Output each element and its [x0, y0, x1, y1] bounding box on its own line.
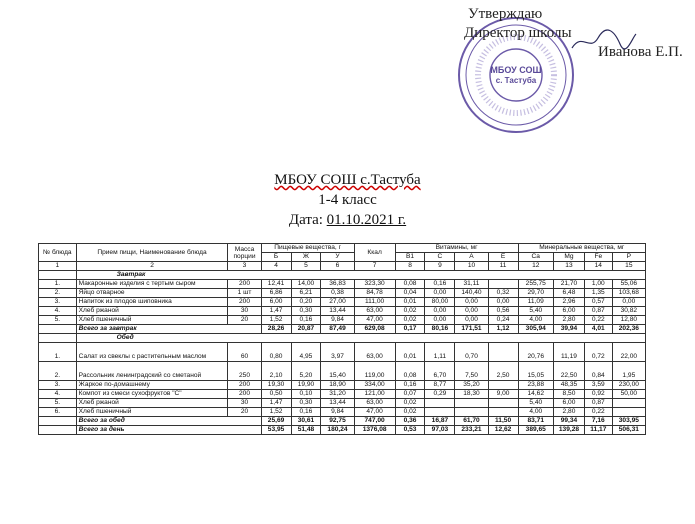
table-cell: 1,52 [261, 316, 291, 325]
table-cell: 4,95 [291, 343, 321, 362]
table-cell: 8 [395, 262, 425, 271]
table-cell [488, 343, 518, 362]
table-cell: 0,22 [584, 408, 612, 417]
table-cell: 3. [39, 298, 77, 307]
table-cell: 23,88 [518, 381, 553, 390]
subheader-cell: Ж [291, 253, 321, 262]
school-heading: МБОУ СОШ с.Тастуба [274, 172, 421, 188]
table-cell: 0,02 [395, 307, 425, 316]
table-cell: Хлеб ржаной [76, 399, 228, 408]
table-cell: 7,16 [584, 417, 612, 426]
table-cell: 2,80 [553, 316, 584, 325]
table-cell: 0,92 [584, 390, 612, 399]
table-cell [39, 417, 77, 426]
table-cell: 11,50 [488, 417, 518, 426]
table-cell: 1 [39, 262, 77, 271]
table-cell: 20 [228, 408, 261, 417]
table-cell: 5,40 [518, 307, 553, 316]
table-cell: 0,57 [584, 298, 612, 307]
table-cell: 6. [39, 408, 77, 417]
table-cell: 63,00 [354, 307, 395, 316]
total-row [39, 417, 646, 426]
table-cell: 0,38 [321, 289, 354, 298]
table-cell: 121,00 [354, 390, 395, 399]
table-cell: 3 [228, 262, 261, 271]
table-cell: 2,96 [553, 298, 584, 307]
table-cell: 1,47 [261, 307, 291, 316]
table-cell: 13 [553, 262, 584, 271]
table-cell: 0,16 [395, 381, 425, 390]
table-cell: 334,00 [354, 381, 395, 390]
table-cell: 11,17 [584, 426, 612, 435]
section-title-row [39, 334, 646, 343]
table-cell [39, 271, 77, 280]
table-cell: 19,90 [291, 381, 321, 390]
table-cell: Хлеб пшеничный [76, 316, 228, 325]
section-title-row [39, 271, 646, 280]
table-cell: 11 [488, 262, 518, 271]
table-row [39, 289, 646, 298]
stamp-bottom-text: с. Тастуба [495, 76, 537, 85]
table-cell: 2. [39, 289, 77, 298]
table-cell: 230,00 [612, 381, 645, 390]
table-cell: 111,00 [354, 298, 395, 307]
table-cell: 47,00 [354, 316, 395, 325]
subheader-cell: В1 [395, 253, 425, 262]
table-cell [488, 280, 518, 289]
table-cell [455, 399, 488, 408]
table-cell [488, 381, 518, 390]
subheader-cell: P [612, 253, 645, 262]
table-row [39, 280, 646, 289]
table-cell: 51,48 [291, 426, 321, 435]
table-cell: 0,53 [395, 426, 425, 435]
table-cell: 0,24 [488, 316, 518, 325]
table-cell: 139,28 [553, 426, 584, 435]
table-cell: 80,00 [425, 298, 455, 307]
table-cell: 6 [321, 262, 354, 271]
table-cell: 35,20 [455, 381, 488, 390]
table-cell: 119,00 [354, 362, 395, 381]
table-cell: 0,00 [425, 307, 455, 316]
table-row [39, 316, 646, 325]
approval-title: Утверждаю [468, 6, 543, 22]
table-cell: 5,40 [518, 399, 553, 408]
table-cell [612, 399, 645, 408]
table-cell: Жаркое по-домашнему [76, 381, 228, 390]
table-cell: 8,77 [425, 381, 455, 390]
table-cell: 0,02 [395, 399, 425, 408]
table-cell: 12,80 [612, 316, 645, 325]
table-cell: Рассольник ленинградский со сметаной [76, 362, 228, 381]
table-cell: 303,95 [612, 417, 645, 426]
table-cell: 21,70 [553, 280, 584, 289]
table-cell [455, 408, 488, 417]
table-cell: 629,08 [354, 325, 395, 334]
table-cell: 14 [584, 262, 612, 271]
table-cell: 25,69 [261, 417, 291, 426]
table-cell: 0,02 [395, 316, 425, 325]
table-cell: 0,00 [612, 298, 645, 307]
table-cell: 39,94 [553, 325, 584, 334]
table-cell: 4,01 [584, 325, 612, 334]
table-cell: 0,00 [455, 298, 488, 307]
table-cell: 0,80 [261, 343, 291, 362]
table-cell: 0,08 [395, 362, 425, 381]
table-cell: 5,20 [291, 362, 321, 381]
table-cell: 84,78 [354, 289, 395, 298]
table-cell: 16,87 [425, 417, 455, 426]
table-cell: 0,72 [584, 343, 612, 362]
table-cell: 97,03 [425, 426, 455, 435]
table-cell: 2,10 [261, 362, 291, 381]
table-cell: 6,00 [553, 399, 584, 408]
table-cell: 30,82 [612, 307, 645, 316]
table-cell: 250 [228, 362, 261, 381]
table-cell: 305,94 [518, 325, 553, 334]
table-cell: 10 [455, 262, 488, 271]
table-cell: 1,11 [425, 343, 455, 362]
table-cell: 19,30 [261, 381, 291, 390]
header-minerals: Минеральные вещества, мг [518, 244, 645, 253]
table-cell: 22,00 [612, 343, 645, 362]
table-cell: 1,47 [261, 399, 291, 408]
table-cell: 4. [39, 307, 77, 316]
table-cell: 180,24 [321, 426, 354, 435]
table-cell: 30 [228, 399, 261, 408]
table-cell: 4,00 [518, 316, 553, 325]
table-cell: 5. [39, 316, 77, 325]
table-cell: 323,30 [354, 280, 395, 289]
table-cell: 5. [39, 399, 77, 408]
table-cell: 2 [76, 262, 228, 271]
table-cell: 200 [228, 298, 261, 307]
table-cell: 0,00 [425, 316, 455, 325]
header-portion-mass: Масса порции [228, 244, 261, 262]
table-cell: 30,61 [291, 417, 321, 426]
table-cell: 1 шт [228, 289, 261, 298]
table-cell: 4. [39, 390, 77, 399]
table-cell: 6,21 [291, 289, 321, 298]
table-cell: Всего за обед [76, 417, 261, 426]
table-cell: 87,49 [321, 325, 354, 334]
table-cell [39, 334, 77, 343]
menu-table [38, 243, 646, 435]
table-cell: 20,76 [518, 343, 553, 362]
table-cell: 0,00 [488, 298, 518, 307]
table-cell: 55,06 [612, 280, 645, 289]
table-cell: 14,00 [291, 280, 321, 289]
signature-icon [568, 28, 638, 54]
table-row [39, 362, 646, 381]
table-cell: 0,07 [395, 390, 425, 399]
table-cell: 20,87 [291, 325, 321, 334]
table-cell: 0,16 [425, 280, 455, 289]
table-cell: 2,50 [488, 362, 518, 381]
table-cell: 61,70 [455, 417, 488, 426]
table-cell: 1,00 [584, 280, 612, 289]
table-cell: 83,71 [518, 417, 553, 426]
table-cell: 5 [291, 262, 321, 271]
table-cell: 4 [261, 262, 291, 271]
stamp-top-text: МБОУ СОШ [490, 65, 542, 75]
table-cell: 389,65 [518, 426, 553, 435]
subheader-cell: Fe [584, 253, 612, 262]
table-cell: Обед [76, 334, 645, 343]
table-cell: 3,97 [321, 343, 354, 362]
table-cell: 0,02 [395, 408, 425, 417]
table-cell: 0,36 [395, 417, 425, 426]
column-index-row [39, 262, 646, 271]
table-cell: 12,62 [488, 426, 518, 435]
table-cell: Завтрак [76, 271, 645, 280]
table-cell: 0,84 [584, 362, 612, 381]
subheader-cell: Ca [518, 253, 553, 262]
table-cell: Всего за завтрак [76, 325, 261, 334]
table-cell: 6,48 [553, 289, 584, 298]
table-cell: 0,04 [395, 289, 425, 298]
table-cell: 53,95 [261, 426, 291, 435]
table-cell: 60 [228, 343, 261, 362]
table-cell: 63,00 [354, 343, 395, 362]
table-cell: 0,00 [455, 316, 488, 325]
table-cell: 18,90 [321, 381, 354, 390]
table-cell: 6,86 [261, 289, 291, 298]
table-cell [488, 399, 518, 408]
table-cell: 12 [518, 262, 553, 271]
table-cell [488, 408, 518, 417]
total-row [39, 325, 646, 334]
table-row [39, 307, 646, 316]
table-cell: 0,01 [395, 343, 425, 362]
table-cell: 12,41 [261, 280, 291, 289]
table-cell: 0,30 [291, 307, 321, 316]
table-cell: 200 [228, 280, 261, 289]
table-row [39, 381, 646, 390]
table-cell: 31,20 [321, 390, 354, 399]
table-cell: Напиток из плодов шиповника [76, 298, 228, 307]
table-cell: 0,22 [584, 316, 612, 325]
date-heading: Дата: 01.10.2021 г. [288, 212, 407, 228]
table-cell: 202,36 [612, 325, 645, 334]
table-cell: 13,44 [321, 399, 354, 408]
table-cell: 0,10 [291, 390, 321, 399]
table-row [39, 343, 646, 362]
table-cell: 0,87 [584, 399, 612, 408]
table-cell: 7,50 [455, 362, 488, 381]
table-cell: 11,09 [518, 298, 553, 307]
table-cell: 1,95 [612, 362, 645, 381]
table-cell: Яйцо отварное [76, 289, 228, 298]
table-row [39, 408, 646, 417]
table-cell: 0,01 [395, 298, 425, 307]
table-cell: 14,62 [518, 390, 553, 399]
header-vitamins: Витамины, мг [395, 244, 518, 253]
table-cell: 9 [425, 262, 455, 271]
table-cell: 0,00 [425, 289, 455, 298]
table-cell: 29,70 [518, 289, 553, 298]
table-cell [39, 325, 77, 334]
table-cell: 0,56 [488, 307, 518, 316]
table-cell [425, 408, 455, 417]
table-cell: 0,16 [291, 408, 321, 417]
table-cell: 36,83 [321, 280, 354, 289]
table-cell: 0,20 [291, 298, 321, 307]
table-cell: 1376,08 [354, 426, 395, 435]
table-cell: Салат из свеклы с растительным маслом [76, 343, 228, 362]
table-cell: 200 [228, 390, 261, 399]
table-cell: 9,84 [321, 316, 354, 325]
table-cell: 80,16 [425, 325, 455, 334]
subheader-cell: Е [488, 253, 518, 262]
table-cell: 63,00 [354, 399, 395, 408]
table-cell: 3,59 [584, 381, 612, 390]
table-cell: 2. [39, 362, 77, 381]
table-cell: 140,40 [455, 289, 488, 298]
table-cell: 15,05 [518, 362, 553, 381]
grade-heading: 1-4 класс [318, 192, 377, 208]
table-cell: 9,00 [488, 390, 518, 399]
table-cell: 27,00 [321, 298, 354, 307]
table-cell: 6,70 [425, 362, 455, 381]
table-cell: 15 [612, 262, 645, 271]
table-cell: 92,75 [321, 417, 354, 426]
table-cell: 9,84 [321, 408, 354, 417]
table-cell: 31,11 [455, 280, 488, 289]
subheader-cell: У [321, 253, 354, 262]
table-cell: 0,17 [395, 325, 425, 334]
total-row [39, 426, 646, 435]
table-cell: 233,21 [455, 426, 488, 435]
subheader-cell: С [425, 253, 455, 262]
table-cell: 8,50 [553, 390, 584, 399]
table-cell: 171,51 [455, 325, 488, 334]
table-cell: 0,50 [261, 390, 291, 399]
table-cell: Хлеб ржаной [76, 307, 228, 316]
table-cell: 200 [228, 381, 261, 390]
table-row [39, 390, 646, 399]
table-row [39, 399, 646, 408]
table-cell: 18,30 [455, 390, 488, 399]
table-cell: 1. [39, 343, 77, 362]
subheader-cell: А [455, 253, 488, 262]
table-cell: 0,00 [455, 307, 488, 316]
table-cell: 50,00 [612, 390, 645, 399]
table-cell: 22,50 [553, 362, 584, 381]
table-cell: 1,12 [488, 325, 518, 334]
table-cell: 4,00 [518, 408, 553, 417]
table-cell: 255,75 [518, 280, 553, 289]
table-cell: 48,35 [553, 381, 584, 390]
table-cell: 747,00 [354, 417, 395, 426]
subheader-cell: Mg [553, 253, 584, 262]
table-cell: 0,08 [395, 280, 425, 289]
table-cell: 99,34 [553, 417, 584, 426]
table-cell: Хлеб пшеничный [76, 408, 228, 417]
header-kcal: Ккал [354, 244, 395, 262]
table-cell [425, 399, 455, 408]
header-nutrients: Пищевые вещества, г [261, 244, 354, 253]
table-cell: 0,30 [291, 399, 321, 408]
table-cell: 15,40 [321, 362, 354, 381]
approval-position: Директор школы [464, 25, 572, 41]
table-cell: 28,26 [261, 325, 291, 334]
table-header-row [39, 244, 646, 253]
table-cell: 1,52 [261, 408, 291, 417]
table-cell: 6,00 [553, 307, 584, 316]
table-cell: 1,35 [584, 289, 612, 298]
table-cell [39, 426, 77, 435]
table-cell: 6,00 [261, 298, 291, 307]
table-cell: 0,87 [584, 307, 612, 316]
table-cell: 30 [228, 307, 261, 316]
table-cell: 2,80 [553, 408, 584, 417]
table-cell: 20 [228, 316, 261, 325]
header-dish-name: Прием пищи, Наименование блюда [76, 244, 228, 262]
table-cell: 3. [39, 381, 77, 390]
table-cell: Компот из смеси сухофруктов "С" [76, 390, 228, 399]
table-cell: 0,32 [488, 289, 518, 298]
table-cell: 7 [354, 262, 395, 271]
table-cell: Всего за день [76, 426, 261, 435]
table-cell: 11,19 [553, 343, 584, 362]
table-cell: Макаронные изделия с тертым сыром [76, 280, 228, 289]
header-dish-number: № блюда [39, 244, 77, 262]
table-cell: 0,16 [291, 316, 321, 325]
table-cell: 506,31 [612, 426, 645, 435]
table-cell: 0,70 [455, 343, 488, 362]
table-cell [612, 408, 645, 417]
approval-name: Иванова Е.П. [598, 44, 683, 60]
table-cell: 13,44 [321, 307, 354, 316]
table-cell: 0,29 [425, 390, 455, 399]
table-cell: 103,68 [612, 289, 645, 298]
subheader-cell: Б [261, 253, 291, 262]
table-cell: 1. [39, 280, 77, 289]
table-row [39, 298, 646, 307]
table-cell: 47,00 [354, 408, 395, 417]
